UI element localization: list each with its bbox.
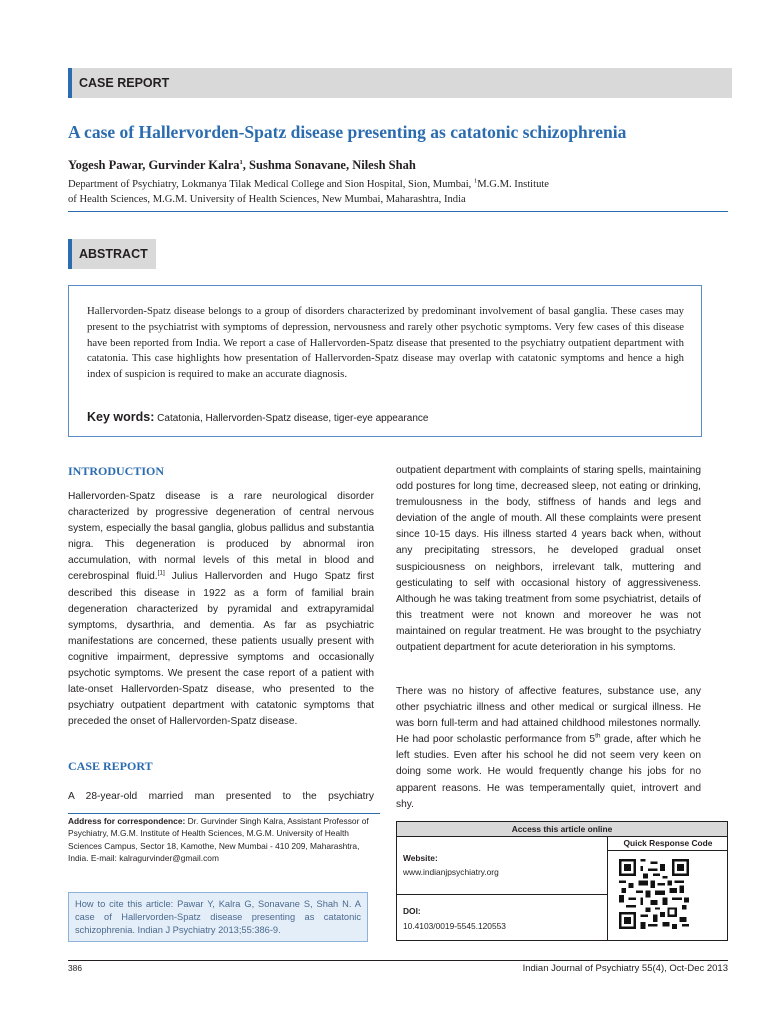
- reference-marker: [1]: [157, 570, 165, 578]
- case-report-text-col2: outpatient department with complaints of staring spells, maintaining odd postures for long time, decreased sleep, not eating or drinking, tremulousness in the body, stiffness of hands and legs and deviation of the angle of mouth. All these complaints were present since 10-15 days. His illness started 4 years back when, without any precipitating stressors, he developed gradual onset suspiciousness on neighbors, irrelevant talk, muttering and gesticulating to self with occasional history of aggressiveness. Although he was taking treatment from some psychiatrist, details of this treatment were not known and moreover he was not maintained on regular treatment. He was brought to the psychiatry outpatient department for acute deterioration in his symptoms.: [396, 465, 701, 654]
- section-label-bar: [68, 68, 732, 98]
- abstract-heading: ABSTRACT: [79, 247, 148, 261]
- case-report-heading: CASE REPORT: [68, 759, 153, 773]
- ordinal-suffix: th: [595, 732, 601, 740]
- introduction-heading: INTRODUCTION: [68, 464, 165, 478]
- page-number: 386: [68, 963, 82, 973]
- citation-box: How to cite this article: Pawar Y, Kalra G, Sonavane S, Shah N. A case of Hallervorden-Spatz disease presenting as catatonic schizophrenia. Indian J Psychiatry 2013;55:386-9.: [68, 892, 368, 942]
- website-link[interactable]: www.indianjpsychiatry.org: [403, 867, 499, 877]
- authors-part2: , Sushma Sonavane, Nilesh Shah: [242, 158, 416, 172]
- authors-part1: Yogesh Pawar, Gurvinder Kalra: [68, 158, 240, 172]
- access-info: [397, 836, 608, 940]
- journal-citation: Indian Journal of Psychiatry 55(4), Oct-Dec 2013: [522, 963, 728, 974]
- correspondence-label: Address for correspondence:: [68, 816, 186, 826]
- affiliation-text-1b: M.G.M. Institute: [477, 179, 550, 190]
- section-label: CASE REPORT: [79, 76, 170, 90]
- keywords-list: Catatonia, Hallervorden-Spatz disease, tiger-eye appearance: [154, 413, 429, 424]
- access-online-box: [396, 821, 728, 941]
- intro-text-b: Julius Hallervorden and Hugo Spatz first described this disease in 1922 as a form of familial brain degeneration characterized by pyramidal and extrapyramidal symptoms, dysarthria, and dementia. As far as psychiatric manifestations are concerned, these patients usually present with cognitive impairment, depressive symptoms and occasionally psychotic symptoms. We present the case report of a patient with late-onset Hallervorden-Spatz disease, who presented to the psychiatry outpatient department with catatonic symptoms that preceded the onset of Hallervorden-Spatz disease.: [68, 571, 374, 728]
- qr-label: Quick Response Code: [608, 836, 728, 851]
- affiliation-marker: 1: [473, 177, 478, 185]
- affiliation-line-1: [68, 179, 549, 190]
- abstract-box: [68, 285, 702, 437]
- affiliation-text-1: Department of Psychiatry, Lokmanya Tilak Medical College and Sion Hospital, Sion, Mumbai,: [68, 179, 474, 190]
- author-affil-marker: 1: [239, 158, 243, 166]
- website-label: Website:: [403, 853, 438, 863]
- correspondence-block: [68, 815, 370, 864]
- footer-divider: [68, 960, 728, 961]
- case-report-text-start: A 28-year-old married man presented to the psychiatry: [68, 791, 374, 802]
- article-title: A case of Hallervorden-Spatz disease presenting as catatonic schizophrenia: [68, 122, 627, 142]
- qr-code-icon[interactable]: [619, 858, 689, 930]
- para2-text-a: There was no history of affective features, substance use, any other psychiatric illness and other medical or surgical illness. He was born full-term and had attained childhood milestones normally. He had poor scholastic performance from 5: [396, 686, 701, 746]
- header-divider: [68, 211, 728, 212]
- correspondence-text: Dr. Gurvinder Singh Kalra, Assistant Professor of Psychiatry, M.G.M. Institute of Health Sciences, M.G.M. University of Health Sciences Campus, Sector 18, Kamothe, New Mumbai - 410 209, Maharashtra, India. E-mail: kalragurvinder@gmail.com: [68, 816, 369, 863]
- intro-text-a: Hallervorden-Spatz disease is a rare neurological disorder characterized by progressive degeneration of central nervous system, especially the basal ganglia, globus pallidus and substantia nigra. This degeneration is produced by abnormal iron accumulation, with normal levels of this metal in blood and cerebrospinal fluid.: [68, 491, 374, 583]
- access-heading: Access this article online: [397, 822, 727, 837]
- keywords: [87, 410, 428, 424]
- doi-link[interactable]: 10.4103/0019-5545.120553: [403, 921, 506, 931]
- access-divider: [397, 894, 607, 895]
- para2-text-b: grade, after which he left studies. Even after his school he did not seem very keen on doing some work. He would frequently change his jobs for no apparent reasons. He was temperamentally quiet, introvert and shy.: [396, 734, 701, 810]
- doi-label: DOI:: [403, 906, 421, 916]
- keywords-label: Key words:: [87, 410, 155, 424]
- introduction-text: [68, 489, 374, 730]
- case-report-para2: [396, 684, 701, 813]
- correspondence-divider: [68, 813, 380, 814]
- abstract-text: Hallervorden-Spatz disease belongs to a group of disorders characterized by predominant involvement of basal ganglia. These cases may present to the psychiatrist with symptoms of depression, nervousness and rarely other psychotic symptoms. Very few cases of this disease have been reported from India. We report a case of Hallervorden-Spatz disease that presented to the psychiatry outpatient department with catatonia. This case highlights how presentation of Hallervorden-Spatz disease may overlap with catatonic symptoms and hence a high index of suspicion is required to make an accurate diagnosis.: [87, 305, 684, 381]
- author-list: [68, 158, 416, 173]
- affiliation-line-2: of Health Sciences, M.G.M. University of Health Sciences, New Mumbai, Maharashtra, India: [68, 194, 466, 205]
- abstract-heading-bar: [68, 239, 156, 269]
